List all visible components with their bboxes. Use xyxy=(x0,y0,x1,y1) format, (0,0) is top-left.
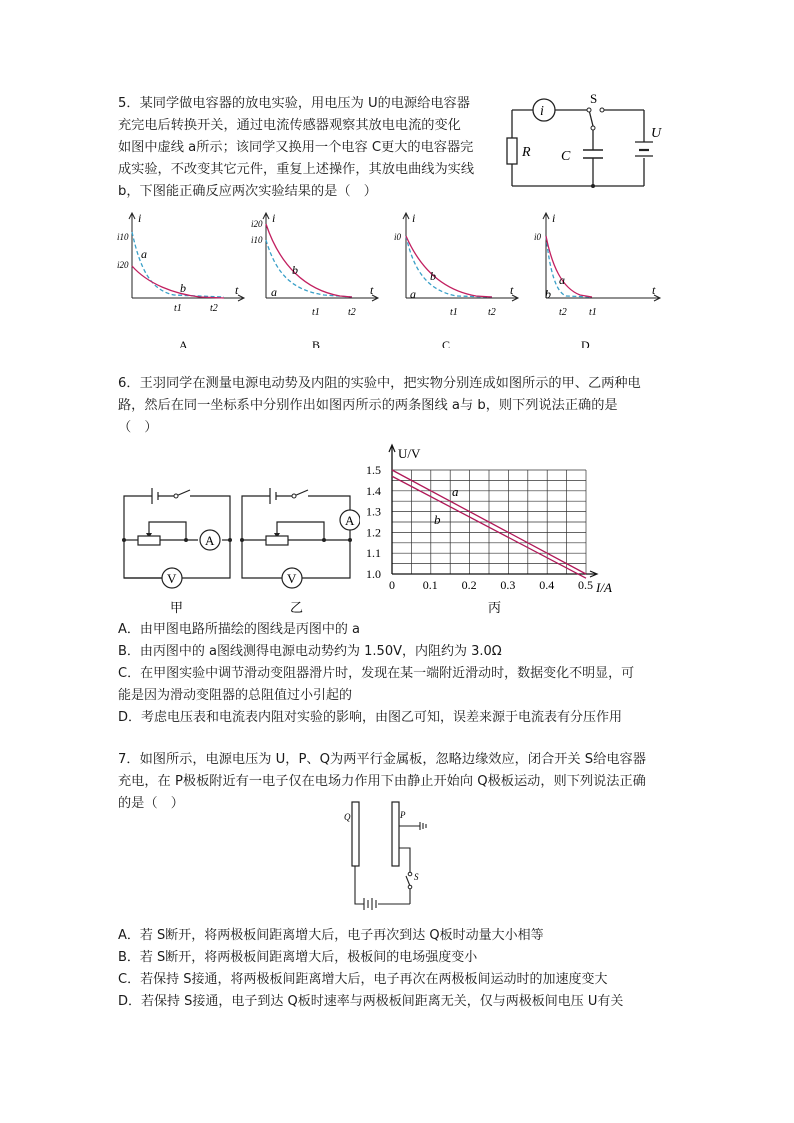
chart-axes xyxy=(389,445,597,577)
graph-a-axis-y: i xyxy=(138,211,142,225)
graph-c-axis-y: i xyxy=(412,211,416,225)
graph-c-label-a: a xyxy=(410,287,416,301)
q5-line-3: 如图中虚线 a所示；该同学又换用一个电容 C更大的电容器完 xyxy=(118,140,474,155)
graph-d-label-b: b xyxy=(545,287,551,301)
circuit-capacitor-label: C xyxy=(561,149,571,164)
q6-option-b: B．由丙图中的 a图线测得电源电动势约为 1.50V，内阻约为 3.0Ω xyxy=(118,644,502,659)
graph-b-curve-a xyxy=(266,240,352,297)
jia-ammeter-label: A xyxy=(205,533,215,548)
q6-line-2: 路，然后在同一坐标系中分别作出如图丙所示的两条图线 a与 b，则下列说法正确的是 xyxy=(118,398,618,413)
yi-ammeter-label: A xyxy=(345,513,355,528)
q6-line-1: 6．王羽同学在测量电源电动势及内阻的实验中，把实物分别连成如图所示的甲、乙两种电 xyxy=(118,376,641,391)
graph-c-t-second: t2 xyxy=(488,307,496,318)
q7-line-1: 7．如图所示，电源电压为 U，P、Q为两平行金属板，忽略边缘效应，闭合开关 S给电容器 xyxy=(118,752,646,767)
circuit-source-label: U xyxy=(651,126,662,141)
q5-graph-d xyxy=(526,208,666,348)
q5-circuit-diagram xyxy=(504,90,680,190)
graph-a-label-b: b xyxy=(180,281,186,295)
graph-d-t-second: t1 xyxy=(589,307,597,318)
series-b-label: b xyxy=(434,512,441,527)
jia-voltmeter-label: V xyxy=(167,571,177,586)
graph-c-curve-b xyxy=(406,236,492,297)
circuit-switch-label: S xyxy=(590,91,598,106)
q7-capacitor-diagram xyxy=(332,794,444,918)
q7-option-a: A．若 S断开，将两极板间距离增大后，电子再次到达 Q板时动量大小相等 xyxy=(118,928,544,943)
graph-c-label-b: b xyxy=(430,269,436,283)
x-tick-label: 0.2 xyxy=(461,578,477,592)
graph-b-second-label: i10 xyxy=(251,235,263,245)
q6-option-c-cont: 能是因为滑动变阻器的总阻值过小引起的 xyxy=(118,688,353,703)
graph-b-curve-b xyxy=(266,224,352,297)
graph-a-curve-a xyxy=(132,232,224,297)
q5-line-2: 充完电后转换开关，通过电流传感器观察其放电电流的变化 xyxy=(118,118,461,133)
graph-a-curve-b xyxy=(132,266,224,298)
y-tick-label: 1.0 xyxy=(366,567,381,581)
chart-bing-label: 丙 xyxy=(488,600,502,615)
x-tick-label: 0.1 xyxy=(422,578,438,592)
q7-option-b: B．若 S断开，将两极板间距离增大后，极板间的电场强度变小 xyxy=(118,950,478,965)
graph-c-top-label: i0 xyxy=(394,232,402,242)
yi-label: 乙 xyxy=(290,600,304,615)
q5-line-4: 成实验，不改变其它元件，重复上述操作，其放电曲线为实线 xyxy=(118,162,475,177)
graph-d-curve-b xyxy=(546,236,592,297)
chart-xlabel: I/A xyxy=(596,580,612,595)
graph-a-label-a: a xyxy=(141,247,147,261)
y-tick-label: 1.5 xyxy=(366,463,381,477)
graph-c-axis-x: t xyxy=(510,283,514,297)
y-tick-label: 1.1 xyxy=(366,546,381,561)
resistor-r xyxy=(507,138,517,164)
x-tick-label: 0 xyxy=(389,578,395,592)
graph-b-label-a: a xyxy=(271,285,277,299)
graph-b-t-first: t1 xyxy=(312,307,320,318)
ui-chart xyxy=(362,440,622,624)
switch-s-label: S xyxy=(414,872,419,882)
graph-b-t-second: t2 xyxy=(348,307,356,318)
x-tick-label: 0.3 xyxy=(500,578,516,592)
y-tick-label: 1.3 xyxy=(366,504,381,519)
q6-option-a: A．由甲图电路所描绘的图线是丙图中的 a xyxy=(118,622,360,637)
plate-p xyxy=(392,802,399,866)
q5-line-1: 5．某同学做电容器的放电实验，用电压为 U的电源给电容器 xyxy=(118,96,470,111)
graph-a-option-label: A xyxy=(179,338,188,348)
graph-c-t-first: t1 xyxy=(450,307,458,318)
graph-b-option-label: B xyxy=(312,338,321,348)
q5-graph-b xyxy=(244,208,384,348)
graph-d-t-first: t2 xyxy=(559,307,567,318)
q5-line-5: b，下图能正确反应两次实验结果的是（ ） xyxy=(118,184,377,199)
graph-a-t-second: t2 xyxy=(210,303,218,314)
ammeter-i xyxy=(533,99,555,121)
graph-b-axis-y: i xyxy=(272,211,276,225)
graph-a-second-label: i20 xyxy=(117,260,129,270)
circuit-jia xyxy=(118,484,236,620)
graph-b-label-b: b xyxy=(292,263,298,277)
q6-option-c: C．在甲图实验中调节滑动变阻器滑片时，发现在某一端附近滑动时，数据变化不明显，可 xyxy=(118,666,635,681)
circuit-meter-label: i xyxy=(540,104,544,119)
graph-a-top-label: i10 xyxy=(117,232,129,242)
graph-a-axis-x: t xyxy=(235,283,239,297)
y-tick-label: 1.4 xyxy=(366,483,381,498)
series-a-label: a xyxy=(452,484,459,499)
graph-a-t-first: t1 xyxy=(174,303,182,314)
jia-label: 甲 xyxy=(170,600,184,615)
q5-graph-a xyxy=(114,208,254,348)
y-tick-label: 1.2 xyxy=(366,525,381,540)
graph-d-top-label: i0 xyxy=(534,232,542,242)
plate-p-label: P xyxy=(400,810,406,820)
graph-b-top-label: i20 xyxy=(251,219,263,229)
circuit-yi xyxy=(236,484,360,620)
q7-line-3: 的是（ ） xyxy=(118,796,184,811)
graph-c-curve-a xyxy=(406,236,492,297)
graph-c-option-label: C xyxy=(442,338,451,348)
plate-q-label: Q xyxy=(344,812,351,822)
graph-d-label-a: a xyxy=(559,273,565,287)
x-tick-label: 0.5 xyxy=(578,578,593,592)
q7-option-d: D．若保持 S接通，电子到达 Q板时速率与两极板间距离无关，仅与两极板间电压 U有关 xyxy=(118,994,624,1009)
q7-option-c: C．若保持 S接通，将两极板间距离增大后，电子再次在两极板间运动时的加速度变大 xyxy=(118,972,608,987)
graph-b-axis-x: t xyxy=(370,283,374,297)
chart-ticks xyxy=(366,463,593,592)
graph-d-option-label: D xyxy=(581,338,590,348)
q6-option-d: D．考虑电压表和电流表内阻对实验的影响，由图乙可知，误差来源于电流表有分压作用 xyxy=(118,710,623,725)
q5-graph-c xyxy=(386,208,526,348)
graph-d-axis-y: i xyxy=(552,211,556,225)
circuit-resistor-label: R xyxy=(522,145,531,160)
x-tick-label: 0.4 xyxy=(539,578,555,592)
yi-voltmeter-label: V xyxy=(287,571,297,586)
chart-ylabel: U/V xyxy=(398,446,421,461)
q7-line-2: 充电，在 P极板附近有一电子仅在电场力作用下由静止开始向 Q极板运动，则下列说法正确 xyxy=(118,774,646,789)
plate-q xyxy=(352,802,359,866)
graph-d-axis-x: t xyxy=(652,283,656,297)
q6-line-3: （ ） xyxy=(118,420,158,435)
